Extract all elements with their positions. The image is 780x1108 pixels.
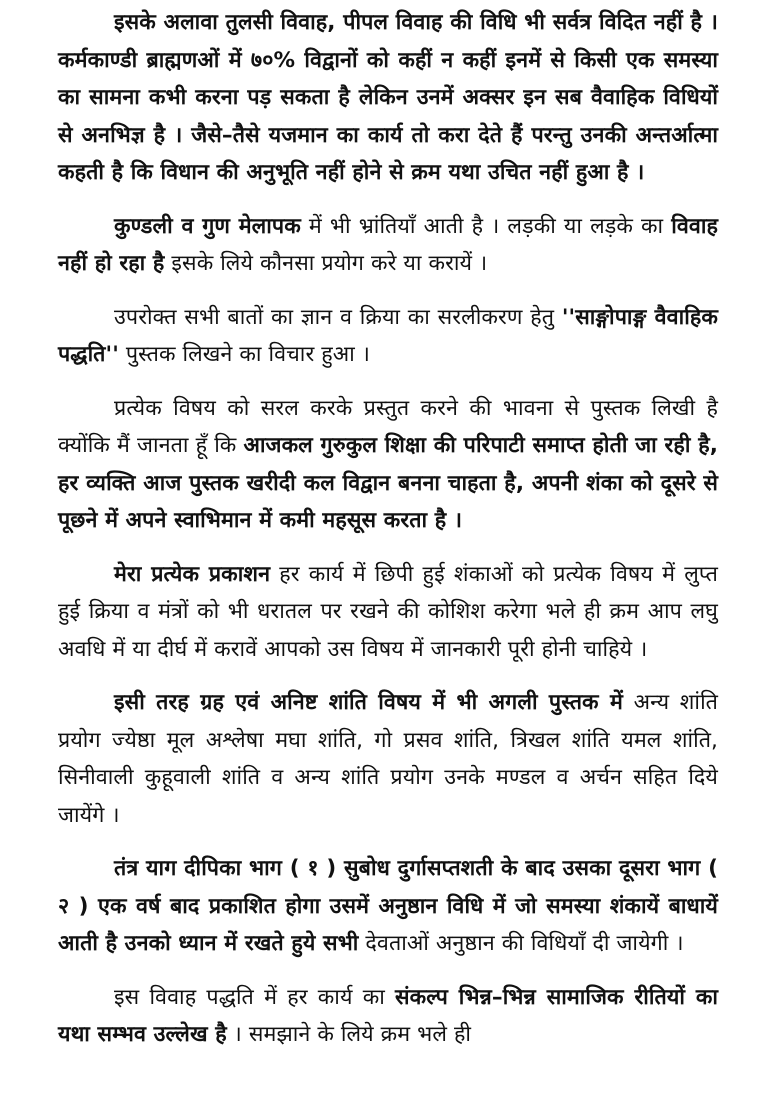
text-segment: में हर कार्य का xyxy=(253,984,396,1010)
paragraph-5 xyxy=(58,556,718,669)
paragraph-4 xyxy=(58,390,718,540)
text-segment: आजकल गुरुकुल शिक्षा की परिपाटी समाप्त होती जा रही है, हर व्यक्ति आज पुस्तक खरीदी कल विद्वान बनना चाहता है, अपनी शंका को दूसरे से पूछने में अपने स्वाभिमान में कमी महसूस करता है । xyxy=(58,433,718,533)
text-segment: इसी तरह ग्रह एवं अनिष्ट शांति विषय में भी अगली पुस्तक में xyxy=(114,690,623,715)
text-segment: इस विवाह पद्धति xyxy=(114,984,254,1010)
text-segment: अन्य शांति प्रयोग ज्येष्ठा मूल अश्लेषा मघा शांति, गो प्रसव शांति, त्रिखल शांति यमल शांति, सिनीवाली कुहूवाली शांति व अन्य शांति प्रयोग उनके मण्डल व अर्चन सहित दिये जायेंगे । xyxy=(58,690,719,828)
paragraph-8 xyxy=(58,979,718,1054)
text-segment: मेरा प्रत्येक प्रकाशन xyxy=(114,561,271,587)
paragraph-1 xyxy=(58,4,718,192)
text-segment: हर कार्य में छिपी हुई शंकाओं को प्रत्येक विषय में लुप्त हुई क्रिया व मंत्रों को भी धरातल पर रखने की कोशिश करेगा भले ही क्रम आप लघु अवधि में या दीर्घ में करावें आपको उस विषय में जानकारी पूरी होनी चाहिये । xyxy=(58,561,718,662)
text-segment: संकल्प भिन्न–भिन्न सामाजिक रीतियों का यथा सम्भव उल्लेख है xyxy=(58,984,718,1047)
text-segment: प्रत्येक विषय को सरल करके प्रस्तुत करने की भावना से पुस्तक लिखी है क्योंकि मैं जानता हूँ कि xyxy=(58,395,718,458)
paragraph-3 xyxy=(58,299,718,374)
text-segment: पुस्तक लिखने का विचार हुआ । xyxy=(118,342,371,367)
text-segment: उपरोक्त सभी बातों का ज्ञान व क्रिया का सरलीकरण हेतु xyxy=(114,304,562,330)
text-segment: में भी भ्रांतियाँ आती है । लड़की या लड़के का xyxy=(300,213,672,239)
text-segment: विवाह नहीं हो रहा है xyxy=(58,213,719,276)
paragraph-7 xyxy=(58,850,718,963)
text-segment: ''साङ्गोपाङ्ग वैवाहिक पद्धति'' xyxy=(58,304,718,367)
text-segment: इसके लिये कौनसा प्रयोग करे या करायें । xyxy=(164,251,488,276)
text-segment: इसके अलावा तुलसी विवाह, पीपल विवाह की विधि भी सर्वत्र विदित नहीं है । कर्मकाण्डी ब्राह्मणओं में ७०% विद्वानों को कहीं न कहीं इनमें से किसी एक समस्या का सामना कभी करना पड़ सकता है लेकिन उनमें अक्सर इन सब वैवाहिक विधियों से अनभिज्ञ है । जैसे–तैसे यजमान का कार्य तो करा देते हैं परन्तु उनकी अन्तर्आत्मा कहती है कि विधान की अनुभूति नहीं होने से क्रम यथा उचित नहीं हुआ है । xyxy=(58,10,718,185)
paragraph-6 xyxy=(58,684,718,834)
paragraph-2 xyxy=(58,208,718,283)
text-segment: । समझाने के लिये क्रम भले ही xyxy=(226,1022,472,1047)
text-segment: तंत्र याग दीपिका भाग ( १ ) सुबोध दुर्गासप्तशती के बाद उसका दूसरा भाग ( २ ) एक वर्ष बाद प्रकाशित होगा उसमें अनुष्ठान विधि में जो समस्या शंकायें बाधायें आती है उनको ध्यान में रखते हुये सभी xyxy=(58,856,718,956)
text-segment: कुण्डली व गुण मेलापक xyxy=(114,213,301,239)
text-segment: देवताओं अनुष्ठान की विधियाँ दी जायेगी । xyxy=(358,931,684,956)
